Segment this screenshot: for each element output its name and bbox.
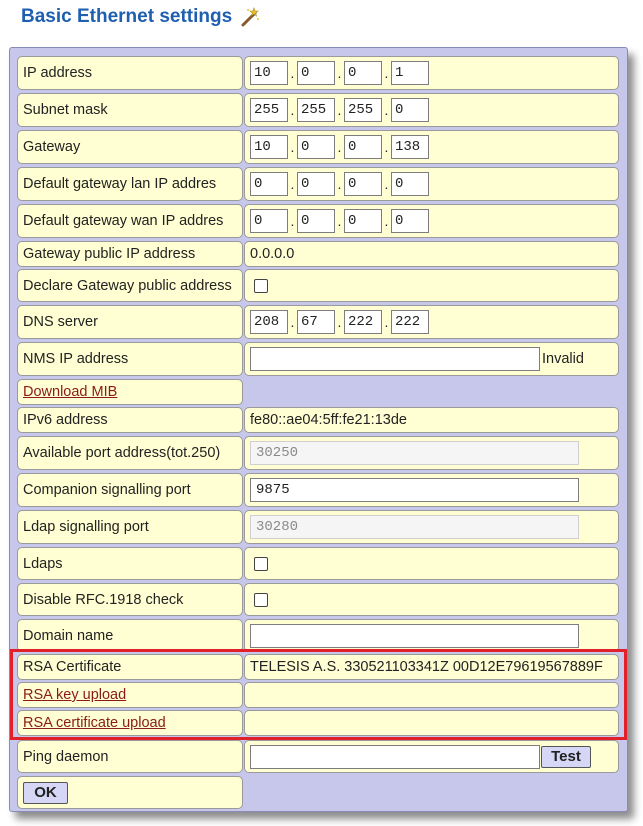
default-gateway-lan-octet-1[interactable]: 0 (250, 172, 288, 196)
subnet-mask-octet-4[interactable]: 0 (391, 98, 429, 122)
default-gateway-lan-octet-3[interactable]: 0 (344, 172, 382, 196)
disable-rfc-label: Disable RFC.1918 check (17, 583, 243, 616)
ok-cell (17, 776, 243, 809)
ldaps-checkbox[interactable] (254, 557, 268, 571)
octet-dot: . (337, 213, 342, 229)
dns-server-field (244, 305, 619, 339)
octet-dot: . (337, 139, 342, 155)
dns-server-octet-2[interactable]: 67 (297, 310, 335, 334)
ip-address-label: IP address (17, 56, 243, 90)
download-mib-link[interactable]: Download MIB (23, 384, 118, 400)
magic-wand-icon (238, 7, 260, 27)
octet-dot: . (384, 102, 389, 118)
octet-dot: . (384, 314, 389, 330)
rsa-key-upload-cell (17, 682, 243, 708)
subnet-mask-octet-2[interactable]: 255 (297, 98, 335, 122)
declare-gateway-public-field (244, 269, 619, 302)
octet-dot: . (290, 102, 295, 118)
rsa-key-upload-link[interactable]: RSA key upload (23, 687, 127, 703)
octet-dot: . (384, 139, 389, 155)
ping-daemon-field (244, 740, 619, 773)
default-gateway-lan-label: Default gateway lan IP addres (17, 167, 243, 201)
dns-server-octet-4[interactable]: 222 (391, 310, 429, 334)
domain-name-field (244, 619, 619, 652)
nms-ip-label: NMS IP address (17, 342, 243, 376)
rsa-certificate-label: RSA Certificate (17, 654, 243, 680)
subnet-mask-octet-3[interactable]: 255 (344, 98, 382, 122)
subnet-mask-label: Subnet mask (17, 93, 243, 127)
gateway-label: Gateway (17, 130, 243, 164)
rsa-cert-upload-cell (17, 710, 243, 736)
ipv6-address-label: IPv6 address (17, 407, 243, 433)
domain-name-input[interactable] (250, 624, 579, 648)
ping-test-button[interactable]: Test (541, 746, 591, 768)
ip-address-octet-3[interactable]: 0 (344, 61, 382, 85)
dns-server-octet-1[interactable]: 208 (250, 310, 288, 334)
default-gateway-wan-octet-3[interactable]: 0 (344, 209, 382, 233)
disable-rfc-checkbox[interactable] (254, 593, 268, 607)
default-gateway-wan-field (244, 204, 619, 238)
ping-daemon-input[interactable] (250, 745, 540, 769)
ldap-port-input: 30280 (250, 515, 579, 539)
gateway-octet-2[interactable]: 0 (297, 135, 335, 159)
gateway-octet-1[interactable]: 10 (250, 135, 288, 159)
download-mib-cell (17, 379, 243, 405)
gateway-field (244, 130, 619, 164)
ip-address-octet-2[interactable]: 0 (297, 61, 335, 85)
ldaps-field (244, 547, 619, 580)
ldap-port-field (244, 510, 619, 544)
rsa-cert-upload-value (244, 710, 619, 736)
default-gateway-wan-octet-1[interactable]: 0 (250, 209, 288, 233)
octet-dot: . (384, 65, 389, 81)
declare-gateway-public-checkbox[interactable] (254, 279, 268, 293)
octet-dot: . (290, 139, 295, 155)
available-port-label: Available port address(tot.250) (17, 436, 243, 470)
octet-dot: . (290, 65, 295, 81)
ipv6-address-value: fe80::ae04:5ff:fe21:13de (244, 407, 619, 433)
octet-dot: . (337, 102, 342, 118)
octet-dot: . (337, 176, 342, 192)
disable-rfc-field (244, 583, 619, 616)
default-gateway-lan-octet-2[interactable]: 0 (297, 172, 335, 196)
default-gateway-lan-octet-4[interactable]: 0 (391, 172, 429, 196)
ldap-port-label: Ldap signalling port (17, 510, 243, 544)
ping-daemon-label: Ping daemon (17, 740, 243, 773)
octet-dot: . (290, 176, 295, 192)
ok-button[interactable]: OK (23, 782, 68, 804)
dns-server-label: DNS server (17, 305, 243, 339)
octet-dot: . (337, 65, 342, 81)
subnet-mask-octet-1[interactable]: 255 (250, 98, 288, 122)
rsa-key-upload-value (244, 682, 619, 708)
ip-address-octet-1[interactable]: 10 (250, 61, 288, 85)
companion-port-label: Companion signalling port (17, 473, 243, 507)
ip-address-field (244, 56, 619, 90)
default-gateway-lan-field (244, 167, 619, 201)
dns-server-octet-3[interactable]: 222 (344, 310, 382, 334)
available-port-field (244, 436, 619, 470)
octet-dot: . (384, 176, 389, 192)
gateway-octet-4[interactable]: 138 (391, 135, 429, 159)
nms-ip-input[interactable] (250, 347, 540, 371)
ip-address-octet-4[interactable]: 1 (391, 61, 429, 85)
domain-name-label: Domain name (17, 619, 243, 652)
gateway-octet-3[interactable]: 0 (344, 135, 382, 159)
rsa-cert-upload-link[interactable]: RSA certificate upload (23, 715, 166, 731)
default-gateway-wan-octet-2[interactable]: 0 (297, 209, 335, 233)
available-port-input: 30250 (250, 441, 579, 465)
page-title (21, 6, 260, 28)
gateway-public-ip-label: Gateway public IP address (17, 241, 243, 267)
ldaps-label: Ldaps (17, 547, 243, 580)
nms-ip-status: Invalid (542, 351, 584, 367)
rsa-certificate-value: TELESIS A.S. 330521103341Z 00D12E79619567889F (244, 654, 619, 680)
gateway-public-ip-value: 0.0.0.0 (244, 241, 619, 267)
octet-dot: . (337, 314, 342, 330)
default-gateway-wan-octet-4[interactable]: 0 (391, 209, 429, 233)
companion-port-input[interactable]: 9875 (250, 478, 579, 502)
octet-dot: . (384, 213, 389, 229)
octet-dot: . (290, 213, 295, 229)
octet-dot: . (290, 314, 295, 330)
page-title-text: Basic Ethernet settings (21, 6, 233, 27)
subnet-mask-field (244, 93, 619, 127)
declare-gateway-public-label: Declare Gateway public address (17, 269, 243, 302)
default-gateway-wan-label: Default gateway wan IP addres (17, 204, 243, 238)
nms-ip-field (244, 342, 619, 376)
companion-port-field (244, 473, 619, 507)
